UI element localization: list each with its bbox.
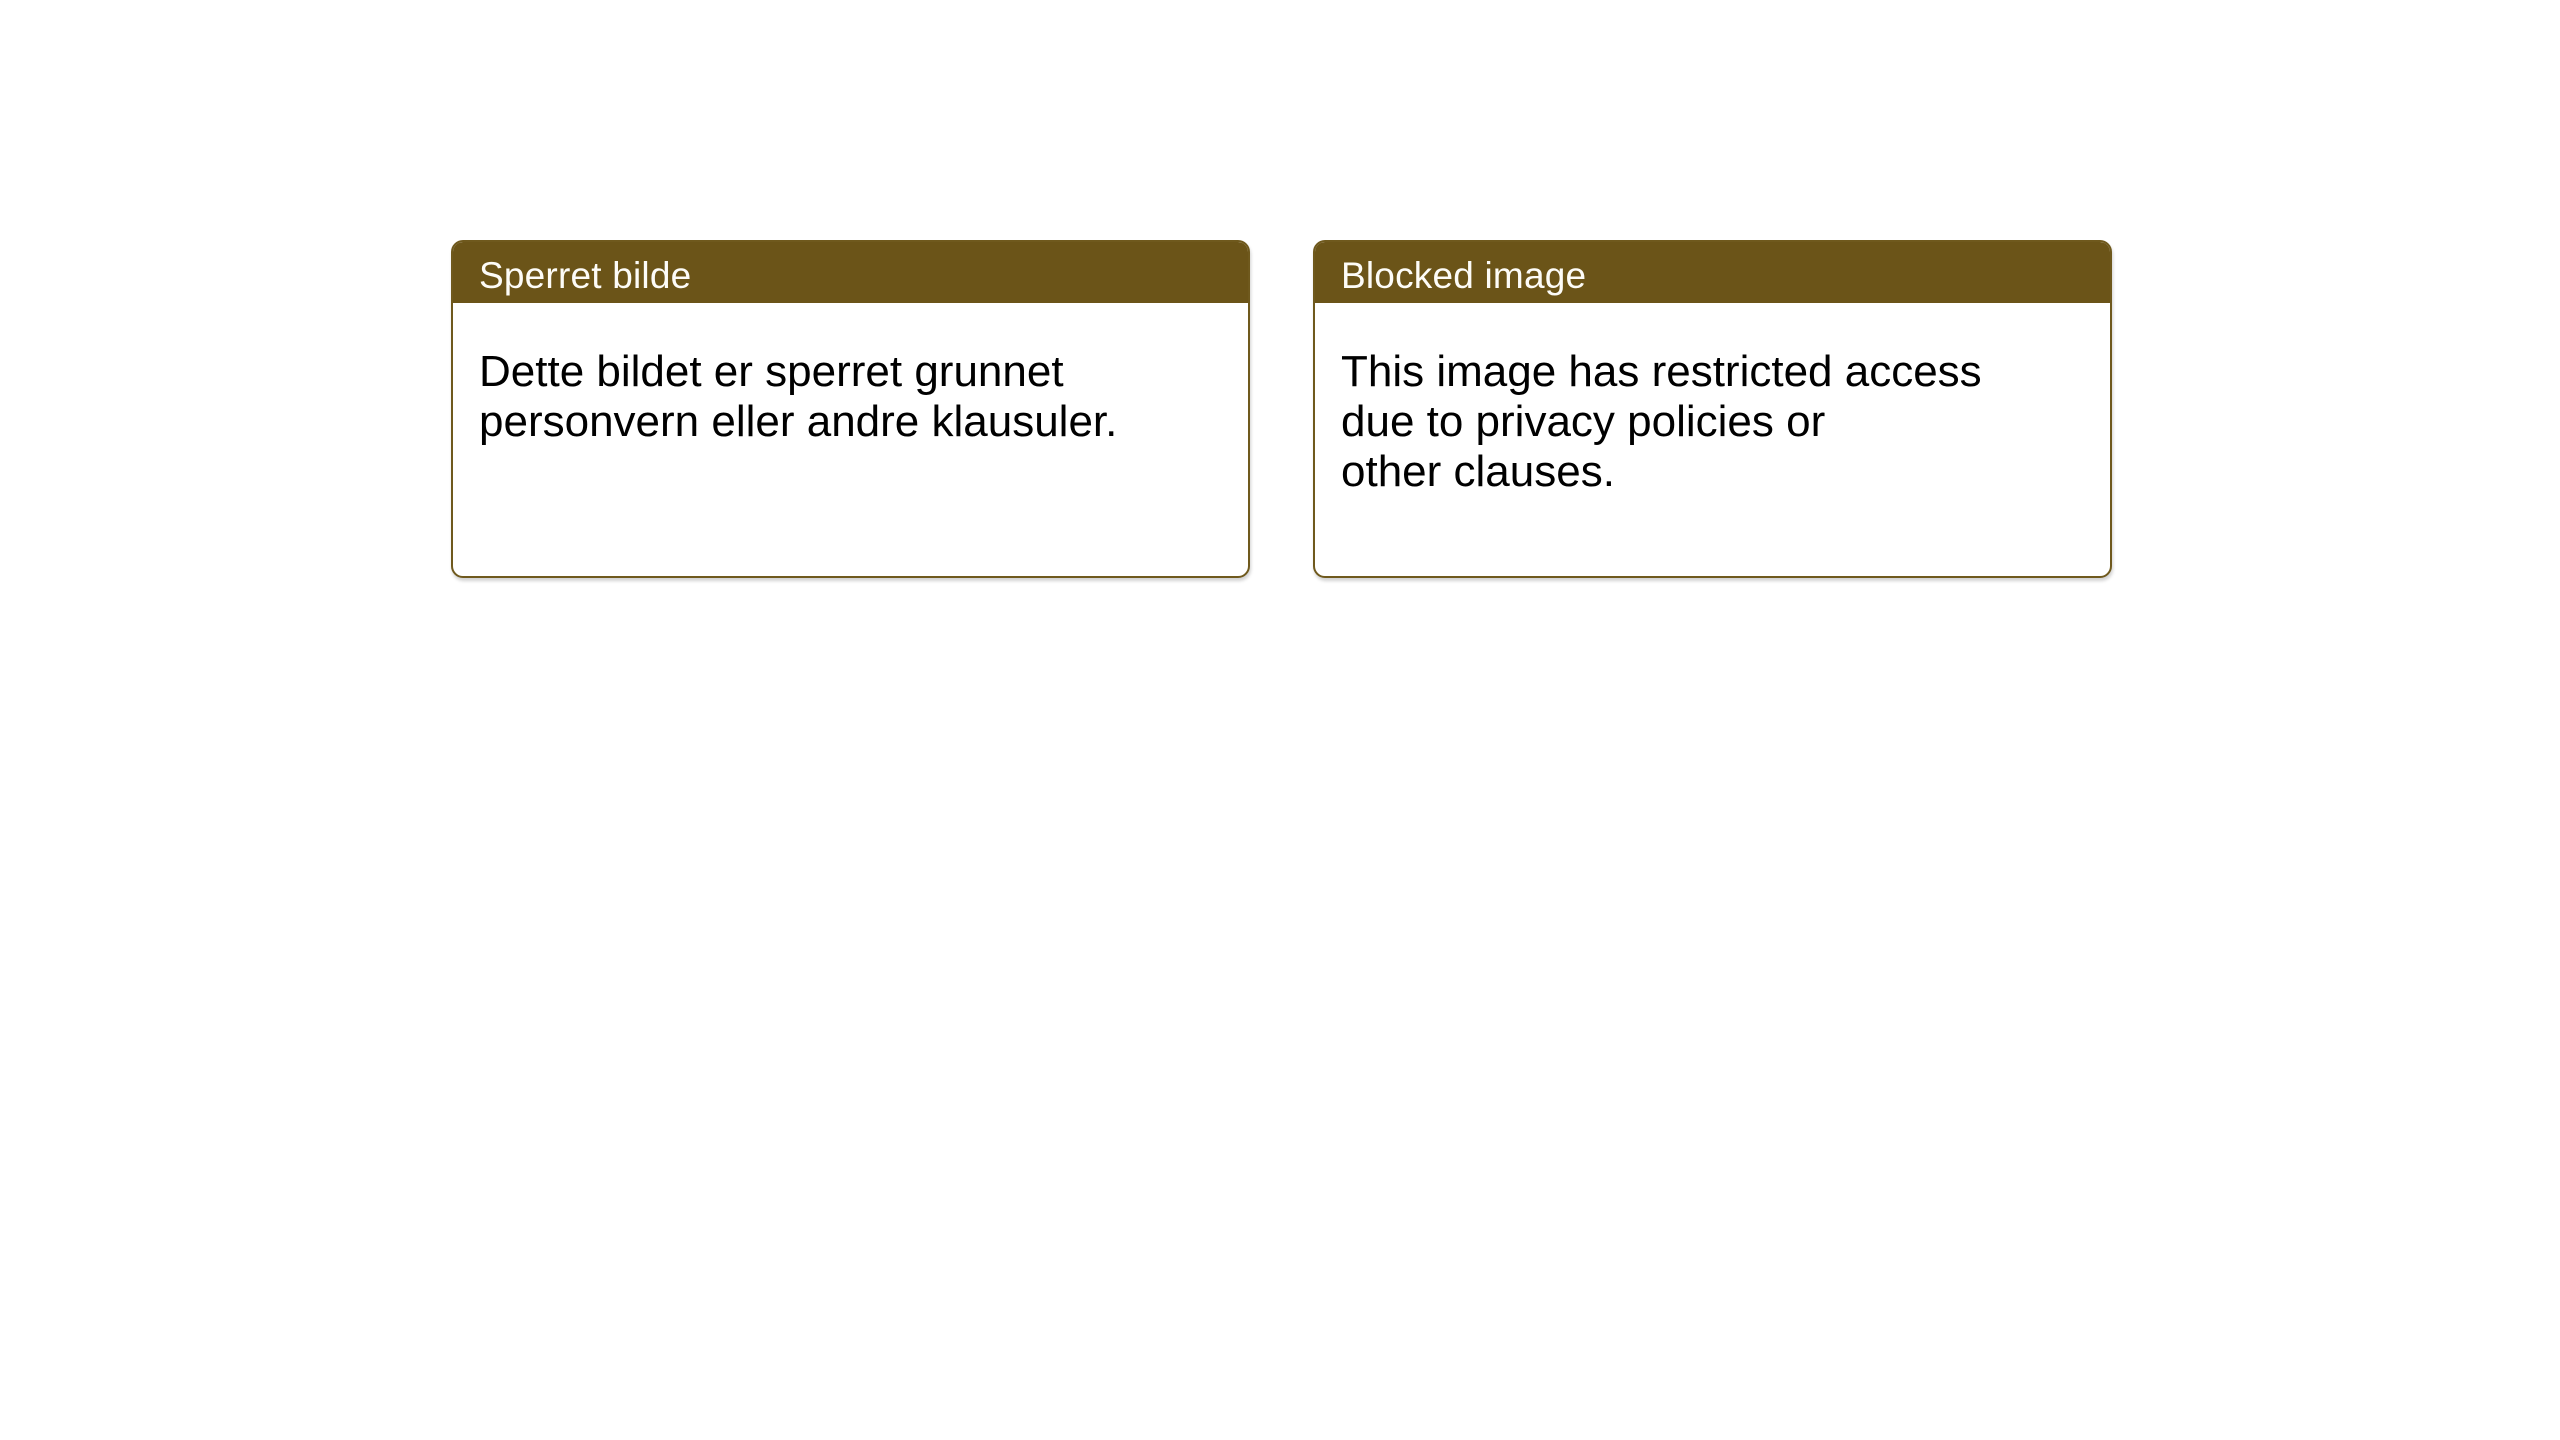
body-line: This image has restricted access	[1341, 347, 1982, 396]
card-body	[1315, 303, 2110, 497]
card-body	[453, 303, 1248, 447]
blocked-image-card-english	[1313, 240, 2112, 578]
body-line: Dette bildet er sperret grunnet	[479, 347, 1064, 396]
card-title: Blocked image	[1341, 254, 1587, 296]
body-line: other clauses.	[1341, 447, 1615, 496]
body-line: due to privacy policies or	[1341, 397, 1826, 446]
card-header	[1315, 242, 2110, 303]
card-header	[453, 242, 1248, 303]
body-line: personvern eller andre klausuler.	[479, 397, 1118, 446]
blocked-image-card-norwegian	[451, 240, 1250, 578]
card-title: Sperret bilde	[479, 254, 692, 296]
